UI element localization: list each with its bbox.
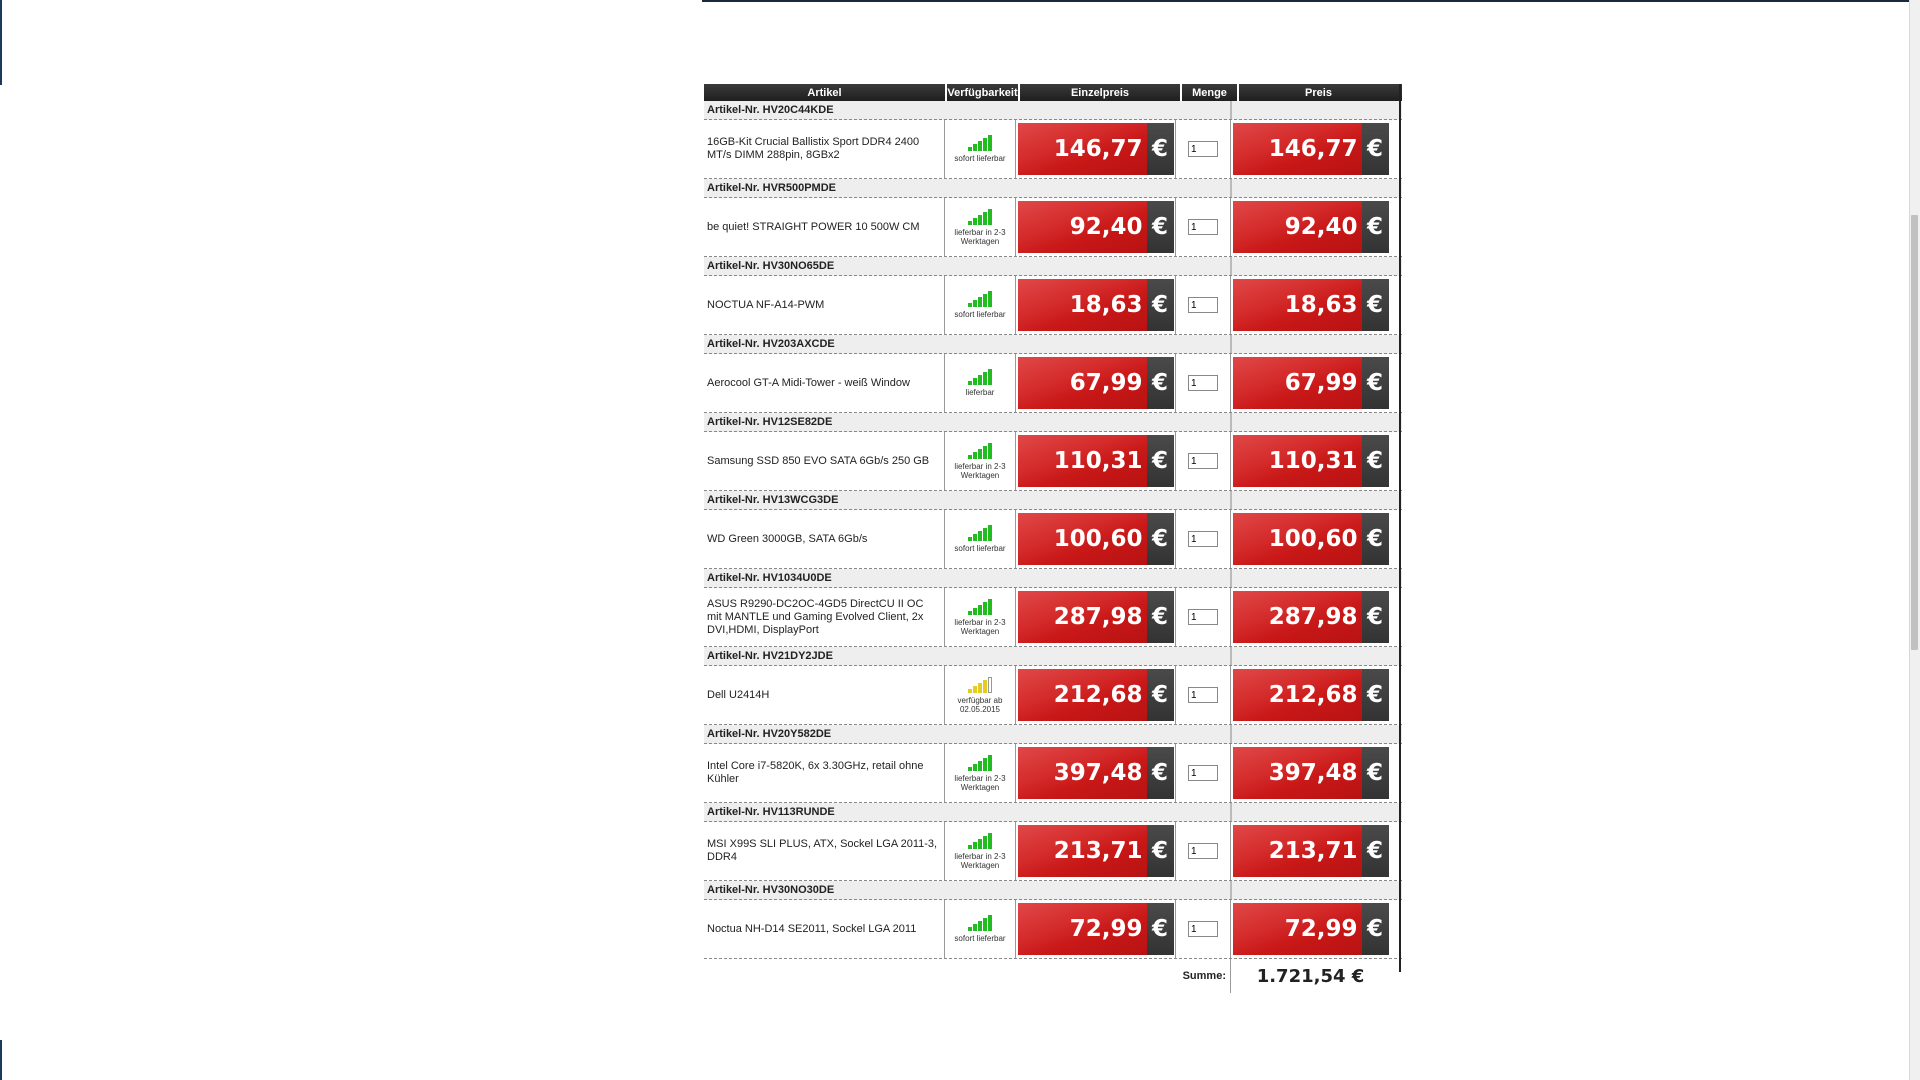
availability-cell <box>945 822 1016 880</box>
article-number-row <box>704 725 1402 744</box>
total-price-badge <box>1233 201 1389 253</box>
product-name[interactable]: WD Green 3000GB, SATA 6Gb/s <box>704 510 945 568</box>
article-row-fill <box>1232 569 1402 587</box>
total-price-amount: 18,63 <box>1233 279 1362 331</box>
total-price-amount: 213,71 <box>1233 825 1362 877</box>
total-price-amount: 100,60 <box>1233 513 1362 565</box>
currency-symbol: € <box>1147 669 1174 721</box>
left-window-edge <box>0 0 2 85</box>
product-name[interactable]: 16GB-Kit Crucial Ballistix Sport DDR4 2400 MT/s DIMM 288pin, 8GBx2 <box>704 120 945 178</box>
article-row-fill <box>1232 725 1402 743</box>
availability-cell <box>945 510 1016 568</box>
unit-price-cell <box>1016 120 1176 178</box>
sum-value: 1.721,54 € <box>1256 965 1365 987</box>
header-price: Preis <box>1305 86 1332 99</box>
availability-cell <box>945 276 1016 334</box>
cart-item-row <box>704 198 1402 257</box>
unit-price-amount: 67,99 <box>1018 357 1147 409</box>
availability-text: sofort lieferbar <box>954 544 1006 553</box>
quantity-input[interactable] <box>1188 531 1218 547</box>
quantity-input[interactable] <box>1188 141 1218 157</box>
currency-symbol: € <box>1362 279 1389 331</box>
availability-signal-icon <box>968 915 992 931</box>
unit-price-amount: 72,99 <box>1018 903 1147 955</box>
article-row-fill <box>1232 647 1402 665</box>
article-number-row <box>704 101 1402 120</box>
availability-signal-icon <box>968 833 992 849</box>
unit-price-amount: 213,71 <box>1018 825 1147 877</box>
unit-price-cell <box>1016 588 1176 646</box>
unit-price-amount: 146,77 <box>1018 123 1147 175</box>
unit-price-cell <box>1016 198 1176 256</box>
total-price-amount: 92,40 <box>1233 201 1362 253</box>
product-name[interactable]: Samsung SSD 850 EVO SATA 6Gb/s 250 GB <box>704 432 945 490</box>
currency-symbol: € <box>1362 747 1389 799</box>
currency-symbol: € <box>1147 513 1174 565</box>
unit-price-amount: 212,68 <box>1018 669 1147 721</box>
unit-price-amount: 287,98 <box>1018 591 1147 643</box>
availability-signal-icon <box>968 135 992 151</box>
unit-price-badge <box>1018 669 1174 721</box>
availability-cell <box>945 120 1016 178</box>
quantity-cell <box>1176 510 1231 568</box>
availability-signal-icon <box>968 755 992 771</box>
total-price-amount: 146,77 <box>1233 123 1362 175</box>
quantity-cell <box>1176 276 1231 334</box>
availability-signal-icon <box>968 525 992 541</box>
total-price-badge <box>1233 435 1389 487</box>
total-price-amount: 212,68 <box>1233 669 1362 721</box>
header-quantity: Menge <box>1182 84 1239 101</box>
availability-text: lieferbar in 2-3 Werktagen <box>954 617 1006 636</box>
currency-symbol: € <box>1362 591 1389 643</box>
article-row-fill <box>1232 179 1402 197</box>
unit-price-badge <box>1018 201 1174 253</box>
total-price-badge <box>1233 591 1389 643</box>
cart-right-border <box>1399 84 1401 972</box>
cart-sum-row <box>704 959 1402 993</box>
availability-text: lieferbar in 2-3 Werktagen <box>954 851 1006 870</box>
article-number-row <box>704 647 1402 666</box>
currency-symbol: € <box>1147 435 1174 487</box>
unit-price-amount: 110,31 <box>1018 435 1147 487</box>
quantity-cell <box>1176 354 1231 412</box>
unit-price-cell <box>1016 432 1176 490</box>
unit-price-cell <box>1016 276 1176 334</box>
article-number-row <box>704 335 1402 354</box>
total-price-badge <box>1233 825 1389 877</box>
product-name[interactable]: Intel Core i7-5820K, 6x 3.30GHz, retail ohne Kühler <box>704 744 945 802</box>
availability-signal-icon <box>968 677 992 693</box>
currency-symbol: € <box>1362 357 1389 409</box>
total-price-cell <box>1231 276 1390 334</box>
left-window-edge-bottom <box>0 1040 2 1080</box>
article-number-row <box>704 881 1402 900</box>
unit-price-badge <box>1018 357 1174 409</box>
total-price-badge <box>1233 747 1389 799</box>
cart-item-row <box>704 666 1402 725</box>
unit-price-cell <box>1016 510 1176 568</box>
cart-item-row <box>704 510 1402 569</box>
article-number: Artikel-Nr. HV30NO30DE <box>704 881 1232 899</box>
total-price-badge <box>1233 513 1389 565</box>
unit-price-badge <box>1018 123 1174 175</box>
availability-cell <box>945 354 1016 412</box>
article-row-fill <box>1232 491 1402 509</box>
availability-text: lieferbar in 2-3 Werktagen <box>954 461 1006 480</box>
total-price-cell <box>1231 666 1390 724</box>
product-name[interactable]: Aerocool GT-A Midi-Tower - weiß Window <box>704 354 945 412</box>
quantity-cell <box>1176 432 1231 490</box>
currency-symbol: € <box>1362 513 1389 565</box>
unit-price-badge <box>1018 591 1174 643</box>
article-row-fill <box>1232 257 1402 275</box>
unit-price-cell <box>1016 744 1176 802</box>
article-number: Artikel-Nr. HV13WCG3DE <box>704 491 1232 509</box>
availability-signal-icon <box>968 369 992 385</box>
availability-cell <box>945 588 1016 646</box>
quantity-cell <box>1176 198 1231 256</box>
unit-price-badge <box>1018 513 1174 565</box>
article-number: Artikel-Nr. HV12SE82DE <box>704 413 1232 431</box>
currency-symbol: € <box>1147 591 1174 643</box>
article-number-row <box>704 491 1402 510</box>
article-row-fill <box>1232 413 1402 431</box>
article-number: Artikel-Nr. HVR500PMDE <box>704 179 1232 197</box>
unit-price-amount: 18,63 <box>1018 279 1147 331</box>
availability-cell <box>945 900 1016 958</box>
cart-rows <box>704 101 1402 959</box>
quantity-input[interactable] <box>1188 453 1218 469</box>
currency-symbol: € <box>1147 903 1174 955</box>
unit-price-amount: 92,40 <box>1018 201 1147 253</box>
cart-item-row <box>704 588 1402 647</box>
currency-symbol: € <box>1147 825 1174 877</box>
quantity-cell <box>1176 744 1231 802</box>
cart-item-row <box>704 276 1402 335</box>
currency-symbol: € <box>1362 435 1389 487</box>
quantity-input[interactable] <box>1188 375 1218 391</box>
currency-symbol: € <box>1362 669 1389 721</box>
quantity-cell <box>1176 666 1231 724</box>
total-price-cell <box>1231 510 1390 568</box>
availability-text: sofort lieferbar <box>954 154 1006 163</box>
cart-item-row <box>704 822 1402 881</box>
availability-cell <box>945 198 1016 256</box>
availability-cell <box>945 666 1016 724</box>
total-price-cell <box>1231 354 1390 412</box>
unit-price-amount: 100,60 <box>1018 513 1147 565</box>
total-price-amount: 287,98 <box>1233 591 1362 643</box>
quantity-input[interactable] <box>1188 297 1218 313</box>
currency-symbol: € <box>1147 201 1174 253</box>
header-availability: Verfügbarkeit <box>947 84 1020 101</box>
total-price-cell <box>1231 900 1390 958</box>
product-name[interactable]: MSI X99S SLI PLUS, ATX, Sockel LGA 2011-3, DDR4 <box>704 822 945 880</box>
availability-text: lieferbar in 2-3 Werktagen <box>954 227 1006 246</box>
availability-text: sofort lieferbar <box>954 934 1006 943</box>
unit-price-badge <box>1018 747 1174 799</box>
total-price-amount: 110,31 <box>1233 435 1362 487</box>
product-name[interactable]: NOCTUA NF-A14-PWM <box>704 276 945 334</box>
availability-signal-icon <box>968 599 992 615</box>
availability-signal-icon <box>968 209 992 225</box>
total-price-cell <box>1231 822 1390 880</box>
article-number-row <box>704 413 1402 432</box>
vertical-scrollbar[interactable] <box>1909 0 1920 1080</box>
total-price-cell <box>1231 198 1390 256</box>
article-number-row <box>704 803 1402 822</box>
quantity-cell <box>1176 588 1231 646</box>
article-number: Artikel-Nr. HV20Y582DE <box>704 725 1232 743</box>
total-price-amount: 72,99 <box>1233 903 1362 955</box>
article-row-fill <box>1232 881 1402 899</box>
availability-text: verfügbar ab 02.05.2015 <box>957 695 1003 714</box>
article-number: Artikel-Nr. HV21DY2JDE <box>704 647 1232 665</box>
availability-cell <box>945 744 1016 802</box>
article-row-fill <box>1232 335 1402 353</box>
product-name[interactable]: Dell U2414H <box>704 666 945 724</box>
article-row-fill <box>1232 101 1402 119</box>
header-unit-price: Einzelpreis <box>1020 84 1182 101</box>
total-price-cell <box>1231 120 1390 178</box>
cart-item-row <box>704 120 1402 179</box>
total-price-badge <box>1233 357 1389 409</box>
currency-symbol: € <box>1147 357 1174 409</box>
top-rule <box>702 0 1912 2</box>
unit-price-cell <box>1016 354 1176 412</box>
article-number: Artikel-Nr. HV20C44KDE <box>704 101 1232 119</box>
unit-price-badge <box>1018 435 1174 487</box>
total-price-amount: 397,48 <box>1233 747 1362 799</box>
availability-text: lieferbar <box>965 388 995 397</box>
quantity-cell <box>1176 822 1231 880</box>
cart-item-row <box>704 432 1402 491</box>
quantity-input[interactable] <box>1188 609 1218 625</box>
total-price-badge <box>1233 123 1389 175</box>
article-number-row <box>704 257 1402 276</box>
total-price-cell <box>1231 588 1390 646</box>
unit-price-cell <box>1016 900 1176 958</box>
product-name[interactable]: ASUS R9290-DC2OC-4GD5 DirectCU II OC mit MANTLE und Gaming Evolved Client, 2x DVI,HDMI, DisplayPort <box>704 588 945 646</box>
availability-text: lieferbar in 2-3 Werktagen <box>954 773 1006 792</box>
article-number-row <box>704 569 1402 588</box>
total-price-cell <box>1231 744 1390 802</box>
article-number: Artikel-Nr. HV30NO65DE <box>704 257 1232 275</box>
scrollbar-thumb[interactable] <box>1911 215 1918 650</box>
cart-item-row <box>704 744 1402 803</box>
article-row-fill <box>1232 803 1402 821</box>
unit-price-amount: 397,48 <box>1018 747 1147 799</box>
cart-item-row <box>704 900 1402 959</box>
currency-symbol: € <box>1362 825 1389 877</box>
article-number: Artikel-Nr. HV1034U0DE <box>704 569 1232 587</box>
quantity-cell <box>1176 900 1231 958</box>
quantity-cell <box>1176 120 1231 178</box>
sum-label: Summe: <box>704 959 1231 993</box>
quantity-input[interactable] <box>1188 843 1218 859</box>
article-number-row <box>704 179 1402 198</box>
total-price-amount: 67,99 <box>1233 357 1362 409</box>
unit-price-badge <box>1018 279 1174 331</box>
cart-item-row <box>704 354 1402 413</box>
unit-price-cell <box>1016 822 1176 880</box>
quantity-input[interactable] <box>1188 765 1218 781</box>
availability-signal-icon <box>968 291 992 307</box>
currency-symbol: € <box>1147 747 1174 799</box>
header-article: Artikel <box>704 84 947 101</box>
unit-price-badge <box>1018 825 1174 877</box>
total-price-badge <box>1233 279 1389 331</box>
quantity-input[interactable] <box>1188 921 1218 937</box>
unit-price-badge <box>1018 903 1174 955</box>
currency-symbol: € <box>1147 123 1174 175</box>
total-price-badge <box>1233 669 1389 721</box>
cart-header-row <box>704 84 1402 101</box>
quantity-input[interactable] <box>1188 687 1218 703</box>
unit-price-cell <box>1016 666 1176 724</box>
availability-text: sofort lieferbar <box>954 310 1006 319</box>
currency-symbol: € <box>1362 903 1389 955</box>
article-number: Artikel-Nr. HV203AXCDE <box>704 335 1232 353</box>
quantity-input[interactable] <box>1188 219 1218 235</box>
article-number: Artikel-Nr. HV113RUNDE <box>704 803 1232 821</box>
shopping-cart-table <box>704 84 1402 993</box>
availability-cell <box>945 432 1016 490</box>
availability-signal-icon <box>968 443 992 459</box>
product-name[interactable]: Noctua NH-D14 SE2011, Sockel LGA 2011 <box>704 900 945 958</box>
currency-symbol: € <box>1147 279 1174 331</box>
currency-symbol: € <box>1362 123 1389 175</box>
product-name[interactable]: be quiet! STRAIGHT POWER 10 500W CM <box>704 198 945 256</box>
currency-symbol: € <box>1362 201 1389 253</box>
total-price-badge <box>1233 903 1389 955</box>
total-price-cell <box>1231 432 1390 490</box>
